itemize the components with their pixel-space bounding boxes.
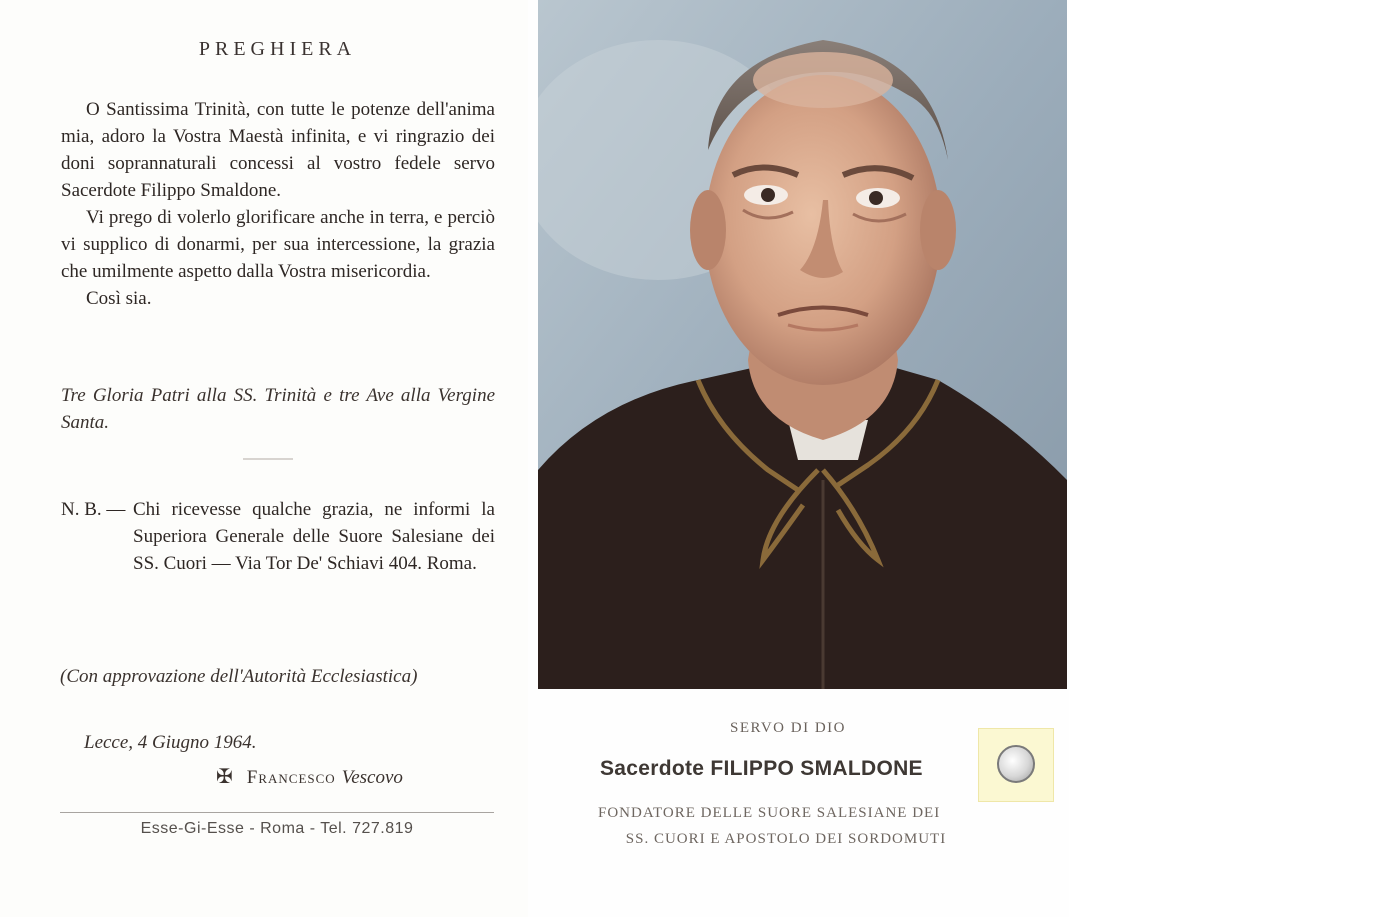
servo-di-dio: SERVO DI DIO bbox=[730, 720, 846, 736]
date-line: Lecce, 4 Giugno 1964. bbox=[84, 732, 257, 753]
nota-bene bbox=[61, 496, 495, 577]
prayer-card-left bbox=[0, 0, 528, 917]
gloria-note: Tre Gloria Patri alla SS. Trinità e tre Ave alla Vergine Santa. bbox=[61, 385, 495, 433]
nb-text: Chi ricevesse qualche grazia, ne informi la Superiora Generale delle Suore Salesiane dei SS. Cuori — Via Tor De' Schiavi 404. Roma. bbox=[133, 499, 495, 574]
prayer-title: PREGHIERA bbox=[198, 38, 357, 60]
footer-rule bbox=[60, 812, 494, 813]
prayer-paragraph-3: Così sia. bbox=[86, 288, 152, 309]
prayer-text bbox=[61, 96, 495, 312]
founder-description bbox=[598, 800, 974, 852]
founder-line-2: SS. CUORI E APOSTOLO DEI SORDOMUTI bbox=[625, 831, 947, 847]
cross-icon: ✠ bbox=[216, 766, 233, 788]
signature-name: Francesco bbox=[246, 767, 336, 788]
separator bbox=[243, 458, 293, 460]
priest-name bbox=[600, 757, 923, 781]
prayer-paragraph-2: Vi prego di volerlo glorificare anche in terra, e perciò vi supplico di donarmi, per sua intercessione, la grazia che umilmente aspetto dalla Vostra misericordia. bbox=[61, 207, 495, 282]
relic-disc-icon bbox=[997, 745, 1035, 783]
signature-title: Vescovo bbox=[341, 767, 403, 788]
bishop-signature bbox=[216, 764, 403, 789]
printer-line: Esse-Gi-Esse - Roma - Tel. 727.819 bbox=[140, 820, 414, 837]
priest-full-name: FILIPPO SMALDONE bbox=[710, 757, 923, 780]
founder-line-1: FONDATORE DELLE SUORE SALESIANE DEI bbox=[598, 805, 941, 821]
relic-patch bbox=[978, 728, 1054, 802]
prayer-paragraph-1: O Santissima Trinità, con tutte le potenze dell'anima mia, adoro la Vostra Maestà infinita, e vi ringrazio dei doni soprannaturali concessi al vostro fedele servo Sacerdote Filippo Smaldone. bbox=[61, 99, 495, 201]
portrait-photo bbox=[538, 0, 1067, 689]
priest-rank: Sacerdote bbox=[600, 757, 705, 780]
nb-label: N. B. — bbox=[61, 499, 126, 520]
approval-note: (Con approvazione dell'Autorità Ecclesiastica) bbox=[60, 666, 418, 687]
